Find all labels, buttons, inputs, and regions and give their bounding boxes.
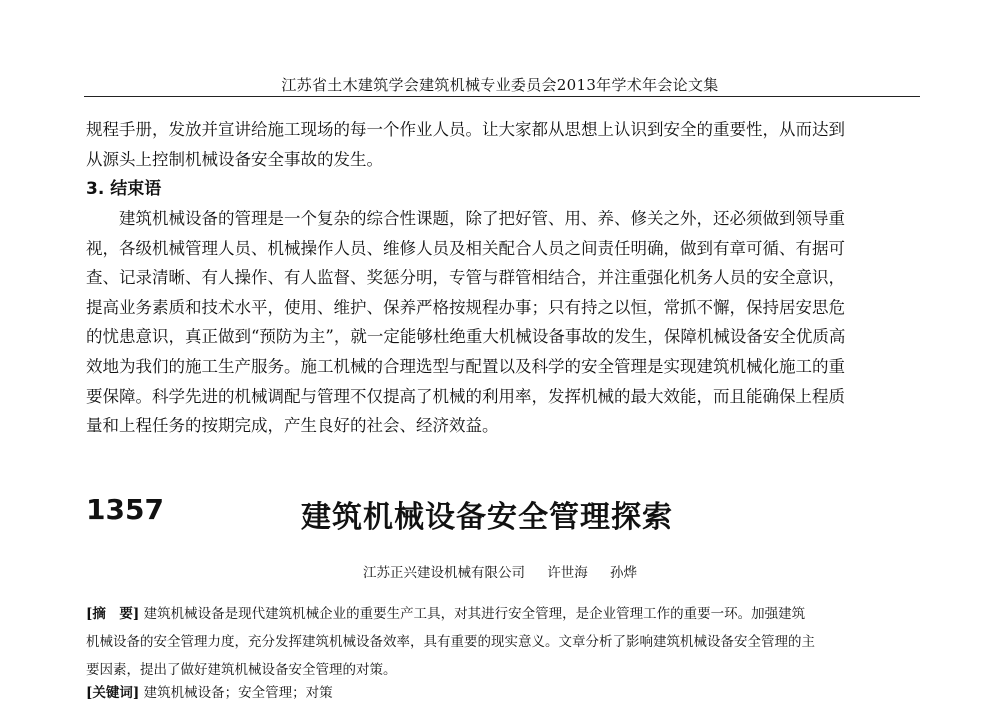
text-line: 的忧患意识，真正做到“预防为主”，就一定能够杜绝重大机械设备事故的发生，保障机械设备安全优质高 xyxy=(86,327,846,347)
article-title: 建筑机械设备安全管理探索 xyxy=(301,500,673,535)
text-line: 效地为我们的施工生产服务。施工机械的合理选型与配置以及科学的安全管理是实现建筑机械化施工的重 xyxy=(86,356,845,376)
byline xyxy=(0,561,1000,581)
text-line: 提高业务素质和技术水平，使用、维护、保养严格按规程办事；只有持之以恒，常抓不懈，保持居安思危 xyxy=(86,297,845,317)
conclusion-paragraph xyxy=(86,204,916,441)
text-line: 从源头上控制机械设备安全事故的发生。 xyxy=(86,149,383,169)
abstract-label: [摘 要] xyxy=(86,606,140,622)
keywords-label: [关键词] xyxy=(86,685,140,701)
text-line: 要因素，提出了做好建筑机械设备安全管理的对策。 xyxy=(86,661,397,678)
abstract-text: 建筑机械设备是现代建筑机械企业的重要生产工具，对其进行安全管理，是企业管理工作的重要一环。加强建筑 xyxy=(139,606,806,622)
text-line: 机械设备的安全管理力度，充分发挥建筑机械设备效率，具有重要的现实意义。文章分析了影响建筑机械设备安全管理的主 xyxy=(86,633,815,650)
author-name: 孙烨 xyxy=(610,565,638,581)
abstract xyxy=(86,601,918,684)
section-heading-conclusion: 3. 结束语 xyxy=(86,179,162,199)
text-line: 建筑机械设备的管理是一个复杂的综合性课题，除了把好管、用、养、修关之外，还必须做到领导重 xyxy=(86,209,845,228)
keywords-text: 建筑机械设备；安全管理；对策 xyxy=(139,685,333,701)
keywords xyxy=(86,681,333,701)
text-line: 规程手册，发放并宣讲给施工现场的每一个作业人员。让大家都从思想上认识到安全的重要性，从而达到 xyxy=(86,120,845,139)
header-rule xyxy=(84,96,920,97)
running-header: 江苏省土木建筑学会建筑机械专业委员会2013年学术年会论文集 xyxy=(281,76,719,94)
author-name: 许世海 xyxy=(547,565,588,581)
previous-article-paragraph-1 xyxy=(86,115,916,174)
text-line: 查、记录清晰、有人操作、有人监督、奖惩分明，专管与群管相结合，并注重强化机务人员的安全意识， xyxy=(86,268,845,288)
text-line xyxy=(86,601,918,629)
affiliation: 江苏正兴建设机械有限公司 xyxy=(362,565,525,581)
text-line: 量和上程任务的按期完成，产生良好的社会、经济效益。 xyxy=(86,416,499,436)
article-number: 1357 xyxy=(86,493,164,526)
text-line: 视，各级机械管理人员、机械操作人员、维修人员及相关配合人员之间责任明确，做到有章可循、有据可 xyxy=(86,238,845,258)
text-line: 要保障。科学先进的机械调配与管理不仅提高了机械的利用率，发挥机械的最大效能，而且能确保上程质 xyxy=(86,386,845,406)
